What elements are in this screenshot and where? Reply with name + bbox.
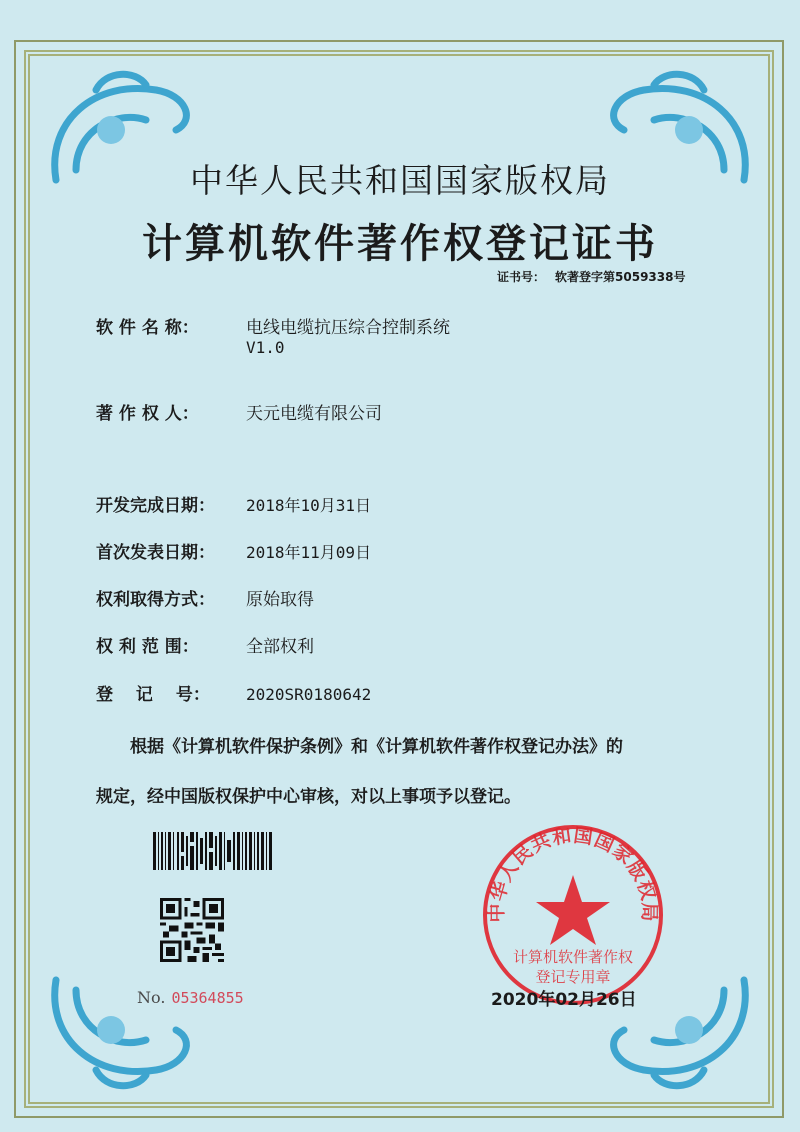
registration-number-label: 登 记 号： bbox=[96, 685, 210, 705]
dev-complete-date-value: 2018年10月31日 bbox=[246, 496, 372, 515]
issuing-authority: 中华人民共和国国家版权局 bbox=[190, 161, 610, 200]
copyright-holder-row bbox=[96, 399, 382, 424]
software-name-value: 电线电缆抗压综合控制系统 bbox=[246, 318, 450, 338]
registration-number-row bbox=[96, 680, 371, 705]
rights-acquisition-row bbox=[96, 585, 314, 610]
first-publish-date-row bbox=[96, 538, 371, 563]
certificate-title: 计算机软件著作权登记证书 bbox=[142, 220, 658, 267]
svg-text:计算机软件著作权: 计算机软件著作权 bbox=[512, 948, 634, 966]
first-publish-date-label: 首次发表日期： bbox=[96, 543, 215, 563]
software-version: V1.0 bbox=[246, 338, 285, 357]
certificate-number bbox=[497, 268, 695, 285]
rights-scope-value: 全部权利 bbox=[246, 637, 314, 657]
software-name-label: 软 件 名 称： bbox=[96, 318, 199, 338]
qr-code-icon bbox=[160, 898, 224, 962]
certificate-number-value: 软著登字第5059338号 bbox=[555, 270, 686, 284]
serial-number-value: 05364855 bbox=[171, 989, 244, 1007]
first-publish-date-value: 2018年11月09日 bbox=[246, 543, 372, 562]
rights-acquisition-label: 权利取得方式： bbox=[96, 590, 215, 610]
serial-number-label: No. bbox=[137, 988, 166, 1007]
rights-acquisition-value: 原始取得 bbox=[246, 590, 314, 610]
statement-line-1: 根据《计算机软件保护条例》和《计算机软件著作权登记办法》的 bbox=[130, 737, 623, 757]
official-seal-icon bbox=[478, 820, 668, 1010]
serial-number bbox=[137, 988, 244, 1007]
dev-complete-date-label: 开发完成日期： bbox=[96, 496, 215, 516]
rights-scope-label: 权 利 范 围： bbox=[96, 637, 199, 657]
copyright-holder-value: 天元电缆有限公司 bbox=[246, 404, 382, 424]
rights-scope-row bbox=[96, 632, 314, 657]
issue-date: 2020年02月26日 bbox=[491, 990, 637, 1010]
svg-text:中华人民共和国国家版权局: 中华人民共和国国家版权局 bbox=[485, 824, 661, 923]
software-name-row bbox=[96, 313, 450, 338]
dev-complete-date-row bbox=[96, 491, 371, 516]
copyright-holder-label: 著 作 权 人： bbox=[96, 404, 199, 424]
registration-number-value: 2020SR0180642 bbox=[246, 685, 372, 704]
certificate-number-label: 证书号： bbox=[497, 270, 546, 284]
statement-line-2: 规定，经中国版权保护中心审核，对以上事项予以登记。 bbox=[96, 787, 521, 807]
ornament-bottom-left-icon bbox=[36, 960, 226, 1100]
barcode-icon bbox=[153, 832, 273, 870]
svg-text:登记专用章: 登记专用章 bbox=[535, 968, 611, 986]
